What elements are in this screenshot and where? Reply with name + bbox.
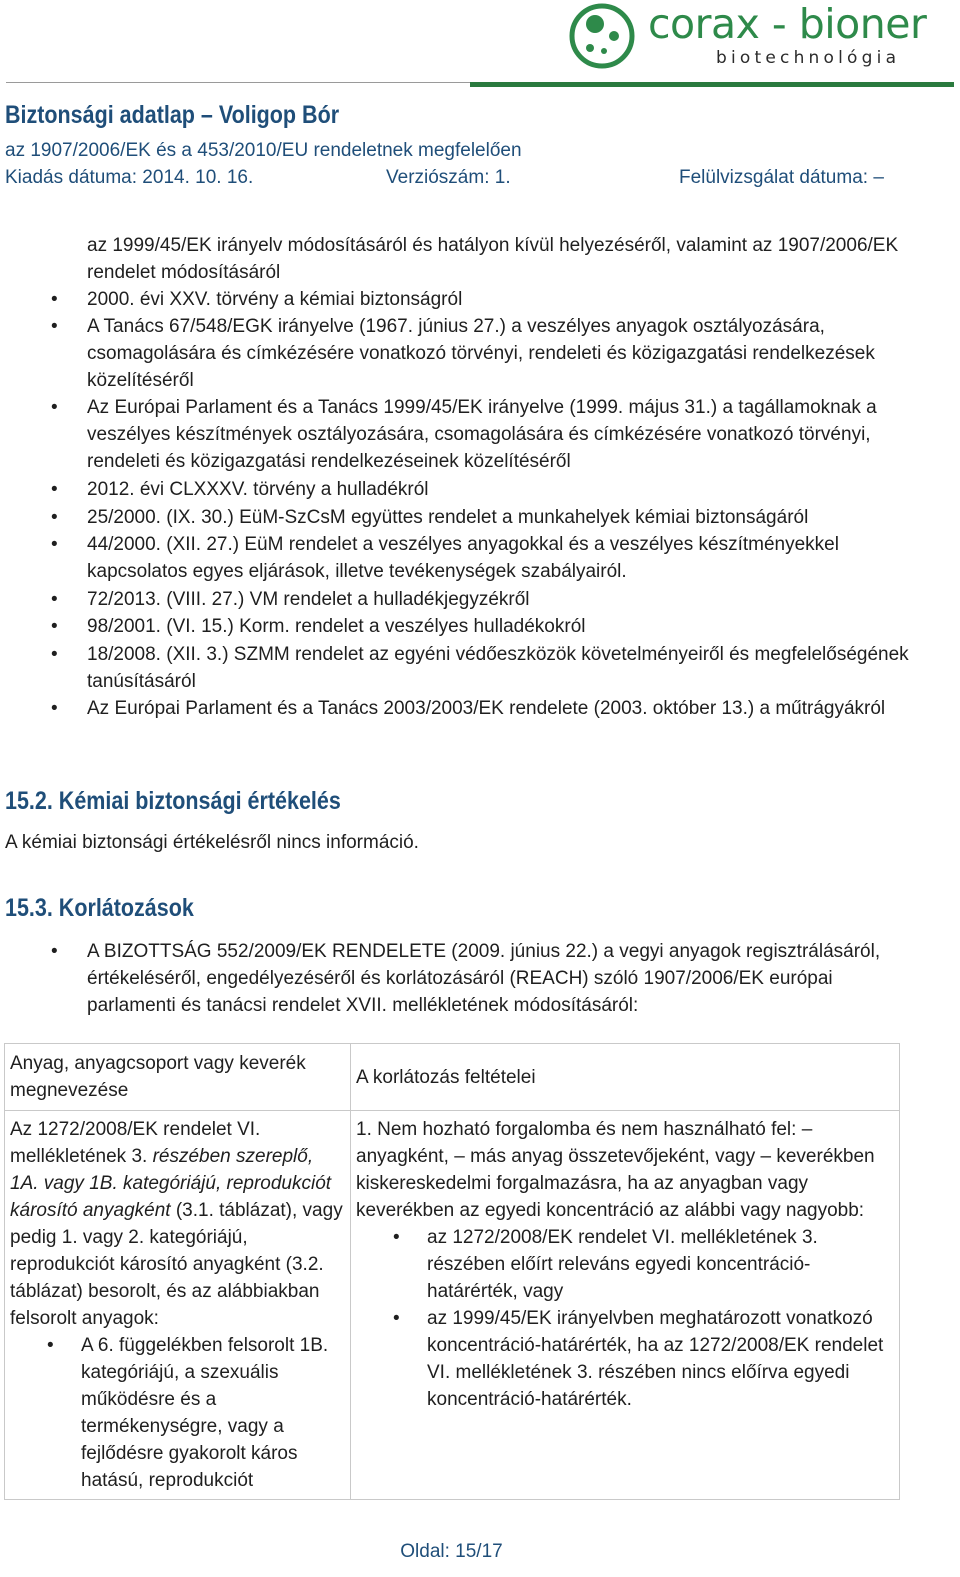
list-item: • A BIZOTTSÁG 552/2009/EK RENDELETE (2009. június 22.) a vegyi anyagok regisztrálásáról, értékeléséről, engedélyezéséről és korlátozásáról (REACH) szóló 1907/2006/EK európai parlamenti és tanácsi rendelet XVII. mellékletének módosításáról: [51,941,881,1016]
table-cell-substance [5,1111,351,1500]
header-accent-bar [470,82,954,87]
table-row [5,1111,900,1500]
list-item: • 2012. évi CLXXXV. törvény a hulladékról [51,479,429,500]
cell-list [10,1332,345,1494]
table-header-row [5,1044,900,1111]
list-item: • Az Európai Parlament és a Tanács 2003/2003/EK rendelete (2003. október 13.) a műtrágyákról [51,698,886,719]
document-title: Biztonsági adatlap – Voligop Bór [5,101,340,129]
cell-text: 1. Nem hozható forgalomba és nem használható fel: – anyagként, – más anyag összetevőjeként, vagy – keverékben kiskereskedelmi forgalmazásra, ha az anyagban vagy keverékben az egyedi koncentráció az alábbi vagy nagyobb: [356,1119,875,1221]
table-cell-conditions [351,1111,900,1500]
list-item: • A Tanács 67/548/EGK irányelve (1967. június 27.) a veszélyes anyagok osztályozására, csomagolására és címkézésére vonatkozó törvényi, rendeleti és közigazgatási rendelkezések közelítéséről [51,316,875,391]
cell-text: Az 1272/2008/EK rendelet VI. mellékletének 3. [10,1119,261,1167]
cell-list-item: • az 1999/45/EK irányelvben meghatározott vonatkozó koncentráció-határérték, ha az 1272/2008/EK rendelet VI. mellékletének 3. részében nincs előírva egyedi koncentráció-határérték. [393,1308,884,1410]
cell-text-italic: részében szereplő, 1A. vagy 1B. kategóriájú, reprodukciót károsító anyagként [10,1146,332,1221]
list-item: • 18/2008. (XII. 3.) SZMM rendelet az egyéni védőeszközök követelményeiről és megfelelőségének tanúsításáról [51,644,909,692]
page-number: Oldal: 15/17 [400,1541,503,1562]
company-logo [568,0,927,72]
list-item: • 72/2013. (VIII. 27.) VM rendelet a hulladékjegyzékről [51,589,530,610]
list-item: • 98/2001. (VI. 15.) Korm. rendelet a veszélyes hulladékokról [51,616,586,637]
cell-list [356,1224,894,1413]
logo-subtitle: biotechnológia [716,48,901,68]
restrictions-table [4,1043,900,1500]
review-date: Felülvizsgálat dátuma: – [679,167,884,188]
table-header-substance: Anyag, anyagcsoport vagy keverék megnevezése [5,1044,351,1111]
list-continuation: az 1999/45/EK irányelv módosításáról és hatályon kívül helyezéséről, valamint az 1907/2006/EK rendelet módosításáról [87,235,899,283]
cell-list-item: • az 1272/2008/EK rendelet VI. mellékletének 3. részében előírt releváns egyedi koncentráció-határérték, vagy [393,1227,818,1302]
table-header-conditions: A korlátozás feltételei [351,1044,900,1111]
section-heading-15-2: 15.2. Kémiai biztonsági értékelés [5,787,341,815]
list-item: • 44/2000. (XII. 27.) EüM rendelet a veszélyes anyagokkal és a veszélyes készítményekkel kapcsolatos egyes eljárások, illetve tevékenységek szabályairól. [51,534,839,582]
list-item: • 2000. évi XXV. törvény a kémiai biztonságról [51,289,463,310]
issue-date: Kiadás dátuma: 2014. 10. 16. [5,167,254,188]
list-item: • Az Európai Parlament és a Tanács 1999/45/EK irányelve (1999. május 31.) a tagállamoknak a veszélyes készítmények osztályozására, csomagolására és címkézésére vonatkozó törvényi, rendeleti és közigazgatási rendelkezéseinek közelítéséről [51,397,877,472]
list-item: • 25/2000. (IX. 30.) EüM-SzCsM együttes rendelet a munkahelyek kémiai biztonságáról [51,507,809,528]
logo-name: corax - bioner [648,0,927,48]
cell-text: (3.1. táblázat), vagy pedig 1. vagy 2. kategóriájú, reprodukciót károsító anyagként (3.2. táblázat) besorolt, és az alábbiakban felsorolt anyagok: [10,1200,343,1329]
document-subtitle: az 1907/2006/EK és a 453/2010/EU rendeletnek megfelelően [5,140,522,161]
section-heading-15-3: 15.3. Korlátozások [5,894,194,922]
logo-circle-icon [568,2,636,70]
section-15-2-text: A kémiai biztonsági értékelésről nincs információ. [5,832,419,853]
cell-list-item: • A 6. függelékben felsorolt 1B. kategóriájú, a szexuális működésre és a termékenységre, vagy a fejlődésre gyakorolt káros hatású, reprodukciót [47,1335,329,1491]
version-number: Verziószám: 1. [386,167,511,188]
